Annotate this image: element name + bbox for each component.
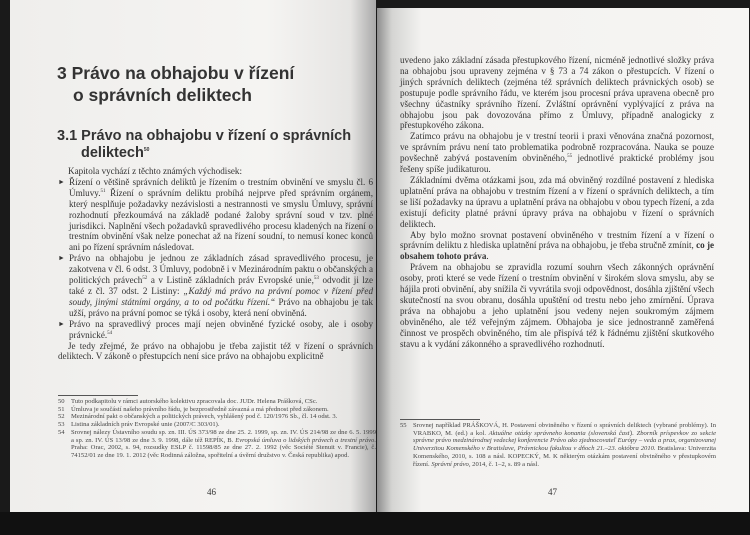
- footnote-divider: [58, 395, 138, 396]
- body-paragraph: Je tedy zřejmé, že právo na obhajobu je třeba zajistit též v řízení o správních deliktech. V zákoně o přestupcích není sice právo na obhajobu explicitně: [58, 340, 373, 362]
- footnote: 52 Mezinárodní pakt o občanských a politických právech, vyhlášený pod č. 120/1976 Sb., čl. 14 odst. 3.: [58, 413, 338, 421]
- right-footnotes: [400, 422, 716, 468]
- section-title: 3.1 Právo na obhajobu v řízení o správních deliktech$^{50}$: [57, 128, 352, 161]
- footnote: 54 Srovnej nálezy Ústavního soudu sp. zn. III. ÚS 373/98 ze dne 25. 2. 1999, sp. zn. IV. ÚS 214/98 ze dne 6. 5. 1999 a sp. zn. IV. ÚS 13/98 ze dne 3. 9. 1998, dále též REPÍK, B. Evropská úmluva o lidských právech a trestní právo. Praha: Orac, 2002, s. 94, rozsudky ESLP č. 11598/85 ze dne 27. 2. 1992 (věc Société Stenuit v. Francie), č. 74152/01 ze dne 19. 1. 2012 (věc Rodinná záložna, spořitelní a úvěrní družstvo v. Česká republika) apod.: [58, 428, 376, 459]
- left-footnotes: [58, 398, 376, 460]
- body-paragraph: Právem na obhajobu se zpravidla rozumí souhrn všech zákonných oprávnění osoby, proti které se vede řízení o trestním obvinění v širokém slova smyslu, aby se hájila proti obvinění, aby snížila či vyvrátila svoji odpovědnost, dosáhla zjištění všech skutečností na svou obranu, dosáhla upuštění od trestu nebo jeho zmírnění. Úprava práva na obhajobu a jeho uplatnění jsou vedeny nejen soukromým zájmem obviněného, ale též veřejným zájmem. Obhajoba je sice jednostranně zaměřená činnost ve prospěch obviněného, tím ale přispívá též k řádnému zjištění skutkového stavu a k vydání zákonného a spravedlivého rozhodnutí.: [400, 262, 714, 349]
- body-paragraph: Aby bylo možno srovnat postavení obviněného v trestním řízení a v řízení o správním deliktu z hlediska uplatnění práva na obhajobu, je třeba stručně zmínit, co je obsahem tohoto práva.: [400, 229, 715, 262]
- footnote: 55 Srovnej například PRÁŠKOVÁ, H. Postavení obviněného v řízení o správních deliktech (vybrané problémy). In VRABKO, M. (ed.) a kol. Aktuálne otázky správneho konania (slovenská časť). Zborník príspevkov zo sekcie správne právo medzinárodnej vedeckej konferencie Právo ako zjednocovateľ Európy – veda a prax, organizovanej Univerzitou Komenského v Bratislave, Právnickou fakultou v dňoch 21.–23. októbra 2010. Bratislava: Univerzita Komenského, 2010, s. 108 a násl. KOPECKÝ, M. K některým otázkám postavení obviněného v přestupkovém řízení. Správní právo, 2014, č. 1–2, s. 89 a násl.: [400, 422, 716, 468]
- body-paragraph: Základními dvěma otázkami jsou, zda má obviněný rozdílné postavení z hlediska uplatnění práva na obhajobu v trestním řízení a v řízení o správních deliktech, a tím se liší požadavky na úpravu a uplatnění práva na obhajobu v obou typech řízení, a zda existují deficity platné právní úpravy práva na obhajobu v řízení o správních deliktech.: [400, 174, 714, 229]
- right-body-text: [400, 55, 714, 349]
- body-paragraph: uvedeno jako základní zásada přestupkového řízení, nicméně jednotlivé složky práva na obhajobu jsou upraveny zejména v § 73 a 74 zákon o přestupcích. V řízení o jiných správních deliktech (zejména též správních deliktech právnických osob) se postupuje podle správního řádu, ve kterém jsou procesní práva upravena obecně pro všechny účastníky správního řízení. Zvláštní oprávnění vyplývající z práva na obhajobu jsou pak dovozována přímo z Úmluvy, případně analogicky z přestupkového zákona.: [400, 55, 714, 131]
- footnote: 51 Úmluva je součástí našeho právního řádu, je bezprostředně závazná a má přednost před zákonem.: [58, 405, 329, 413]
- footnote: 53 Listina základních práv Evropské unie (2007/C 303/01).: [58, 421, 220, 429]
- page-number: 46: [207, 487, 216, 497]
- bullet-item: ► Právo na obhajobu je jednou ze základních zásad spravedlivého procesu, je zakotvena v čl. 6 odst. 3 Úmluvy, podobně i v Mezinárodním paktu o občanských a politických právech$^{52}$ a v Listině základních práv Evropské unie,$^{53}$ odvodit ji lze také z čl. 37 odst. 2 Listiny: „Každý má právo na právní pomoc v řízení před soudy, jinými státními orgány, a to od počátku řízení.“ Právo na obhajobu je tak užší, právo na právní pomoc se týká i osoby, která není obviněná.: [58, 253, 373, 318]
- chapter-title: 3 Právo na obhajobu v řízení o správních deliktech: [57, 63, 295, 105]
- background-surface: [0, 512, 750, 535]
- left-body-text: [58, 166, 373, 362]
- footnote-divider: [400, 419, 480, 420]
- footnote: 50 Tuto podkapitolu v rámci autorského kolektivu zpracovala doc. JUDr. Helena Prášková, CSc.: [58, 398, 318, 405]
- right-book-page: [377, 8, 749, 514]
- page-number: 47: [548, 487, 557, 497]
- footnote-ref: 50: [143, 147, 150, 154]
- bullet-item: ► Právo na spravedlivý proces mají nejen obviněné fyzické osoby, ale i osoby právnické.$^{54}$: [58, 319, 373, 341]
- body-paragraph: Zatímco právu na obhajobu je v trestní teorii i praxi věnována značná pozornost, ve správním právu není tato problematika podrobně rozpracována. Nauka se pouze povšechně zabývá postavením obviněného,$^{55}$ jednotlivé praktické problémy jsou řešeny spíše judikaturou.: [400, 131, 714, 175]
- intro-paragraph: Kapitola vychází z těchto známých východisek:: [68, 166, 242, 176]
- bullet-item: ► Řízení o většině správních deliktů je řízením o trestním obvinění ve smyslu čl. 6 Úmluvy.$^{51}$ Řízení o správním deliktu probíhá nejprve před správním orgánem, který nesplňuje požadavky nezávislosti a nestrannosti ve smyslu Úmluvy, správní rozhodnutí přezkoumává na základě podané žaloby správní soud v tzv. plné jurisdikci. Naplnění všech požadavků spravedlivého procesu kladených na řízení o trestním obvinění však nelze ponechat až na řízení soudní, to nemusí konec konců ani po řízení správním následovat.: [58, 177, 373, 253]
- left-book-page: [10, 0, 376, 512]
